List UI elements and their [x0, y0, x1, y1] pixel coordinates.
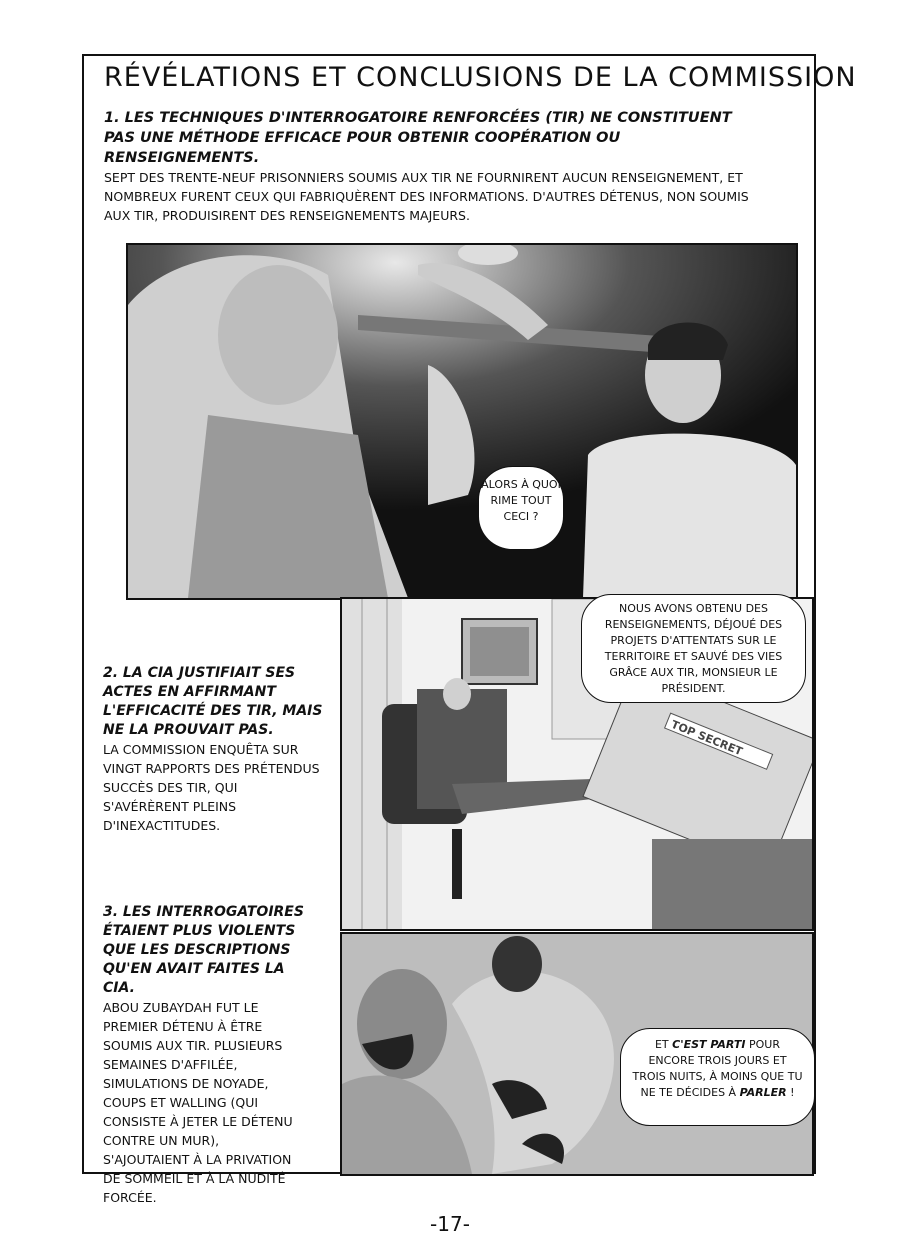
caption-1-body: SEPT DES TRENTE-NEUF PRISONNIERS SOUMIS AUX TIR NE FOURNIRENT AUCUN RENSEIGNEMENT, ET NOMBREUX FURENT CEUX QUI FABRIQUÈRENT DES INFORMATIONS. D'AUTRES DÉTENUS, NON SOUMIS AUX TIR, PRODUISIRENT DES RENSEIGNEMENTS MAJEURS.	[104, 170, 749, 223]
caption-3	[103, 903, 308, 1207]
caption-3-body: ABOU ZUBAYDAH FUT LE PREMIER DÉTENU À ÊTRE SOUMIS AUX TIR. PLUSIEURS SEMAINES D'AFFILÉE, SIMULATIONS DE NOYADE, COUPS ET WALLING (QUI CONSISTE À JETER LE DÉTENU CONTRE UN MUR), S'AJOUTAIENT À LA PRIVATION DE SOMMEIL ET À LA NUDITÉ FORCÉE.	[103, 1000, 293, 1205]
top-secret-stamp: TOP SECRET	[669, 717, 745, 759]
speech-bubble-2: NOUS AVONS OBTENU DES RENSEIGNEMENTS, DÉJOUÉ DES PROJETS D'ATTENTATS SUR LE TERRITOIRE ET SAUVÉ DES VIES GRÂCE AUX TIR, MONSIEUR LE PRÉSIDENT.	[581, 594, 806, 703]
caption-3-heading: 3. LES INTERROGATOIRES ÉTAIENT PLUS VIOLENTS QUE LES DESCRIPTIONS QU'EN AVAIT FAITES LA CIA.	[103, 904, 304, 996]
bubble-3-text-a: ET	[654, 1038, 673, 1051]
bubble-3-text-c: !	[786, 1086, 795, 1099]
panel-interrogation-room	[126, 243, 798, 600]
caption-2-heading: 2. LA CIA JUSTIFIAIT SES ACTES EN AFFIRMANT L'EFFICACITÉ DES TIR, MAIS NE LA PROUVAIT PAS.	[103, 665, 323, 738]
caption-1-heading: 1. LES TECHNIQUES D'INTERROGATOIRE RENFORCÉES (TIR) NE CONSTITUENT PAS UNE MÉTHODE EFFICACE POUR OBTENIR COOPÉRATION OU RENSEIGNEMENTS.	[104, 110, 732, 166]
bubble-3-emphasis-2: PARLER	[739, 1086, 787, 1099]
caption-2	[103, 664, 323, 835]
bubble-3-emphasis-1: C'EST PARTI	[672, 1038, 746, 1051]
page-title: RÉVÉLATIONS ET CONCLUSIONS DE LA COMMISSION	[104, 62, 857, 93]
speech-bubble-3	[620, 1028, 815, 1126]
bubble-3-text-b: POUR ENCORE TROIS JOURS ET TROIS NUITS, À MOINS QUE TU NE TE DÉCIDES À	[632, 1038, 803, 1099]
speech-bubble-1: ALORS À QUOI RIME TOUT CECI ?	[478, 466, 564, 550]
caption-2-body: LA COMMISSION ENQUÊTA SUR VINGT RAPPORTS DES PRÉTENDUS SUCCÈS DES TIR, QUI S'AVÉRÈRENT PLEINS D'INEXACTITUDES.	[103, 742, 320, 833]
page-number: -17-	[430, 1212, 470, 1236]
caption-1	[104, 108, 764, 225]
